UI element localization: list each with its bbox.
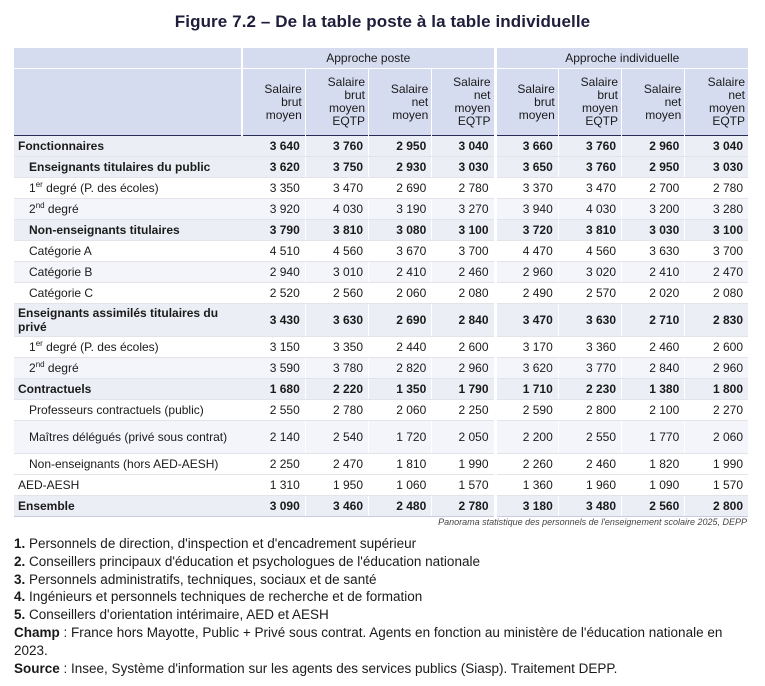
value-cell: 2 700	[622, 178, 685, 199]
value-cell: 2 780	[432, 496, 495, 517]
value-cell: 2 540	[305, 421, 368, 454]
value-cell: 3 030	[622, 220, 685, 241]
value-cell: 1 380	[622, 379, 685, 400]
column-header-line: EQTP	[457, 114, 491, 128]
table-row	[14, 454, 748, 475]
value-cell: 2 940	[242, 262, 305, 283]
value-cell: 2 220	[305, 379, 368, 400]
table-row	[14, 337, 748, 358]
value-cell: 2 780	[685, 178, 748, 199]
value-cell: 2 960	[685, 358, 748, 379]
value-cell: 2 950	[369, 136, 432, 157]
table-row	[14, 358, 748, 379]
footnote-number: 2.	[14, 553, 26, 569]
value-cell: 2 550	[558, 421, 621, 454]
ordinal-superscript: er	[35, 180, 43, 189]
column-header-line: net	[411, 94, 429, 109]
value-cell: 3 190	[369, 199, 432, 220]
value-cell: 1 770	[622, 421, 685, 454]
value-cell: 2 560	[305, 283, 368, 304]
value-cell: 3 470	[495, 304, 558, 337]
value-cell: 4 030	[305, 199, 368, 220]
value-cell: 1 360	[495, 475, 558, 496]
footnote: 3. Personnels administratifs, techniques, sociaux et de santé	[14, 571, 377, 587]
column-header-line: moyen	[708, 101, 746, 115]
value-cell: 2 930	[369, 157, 432, 178]
value-cell: 3 030	[432, 157, 495, 178]
value-cell: 2 100	[622, 400, 685, 421]
table-row	[14, 178, 748, 199]
column-header-line: moyen	[265, 107, 302, 122]
value-cell: 3 100	[432, 220, 495, 241]
column-header-line: Salaire	[580, 75, 618, 89]
value-cell: 3 720	[495, 220, 558, 241]
subheader-corner	[14, 69, 242, 136]
value-cell: 2 060	[369, 400, 432, 421]
value-cell: 3 270	[432, 199, 495, 220]
table-row	[14, 304, 748, 337]
column-header-2	[305, 69, 368, 136]
value-cell: 2 480	[369, 496, 432, 517]
value-cell: 3 480	[558, 496, 621, 517]
value-cell: 3 170	[495, 337, 558, 358]
value-cell: 3 370	[495, 178, 558, 199]
value-cell: 4 470	[495, 241, 558, 262]
value-cell: 1 990	[685, 454, 748, 475]
footnote: 5. Conseillers d'orientation intérimaire, AED et AESH	[14, 607, 329, 623]
salary-table	[14, 48, 748, 517]
column-header-line: net	[473, 88, 491, 102]
column-header-line: moyen	[454, 101, 491, 115]
footnote-number: 1.	[14, 536, 26, 551]
value-cell: 2 260	[495, 454, 558, 475]
column-header-line: net	[664, 94, 682, 109]
footnote-number: 3.	[14, 571, 26, 587]
value-cell: 1 570	[685, 475, 748, 496]
value-cell: 2 560	[622, 496, 685, 517]
value-cell: 2 460	[622, 337, 685, 358]
value-cell: 2 840	[622, 358, 685, 379]
figure-title: Figure 7.2 – De la table poste à la table individuelle	[174, 12, 591, 31]
value-cell: 2 600	[685, 337, 748, 358]
table-row	[14, 136, 748, 157]
value-cell: 2 250	[432, 400, 495, 421]
value-cell: 1 790	[432, 379, 495, 400]
value-cell: 3 010	[305, 262, 368, 283]
source-line: Panorama statistique des personnels de l'enseignement scolaire 2025, DEPP	[438, 517, 747, 527]
notes-block	[14, 535, 754, 677]
value-cell: 3 650	[495, 157, 558, 178]
column-header-1	[242, 69, 305, 136]
row-label: Non-enseignants (hors AED-AESH)	[14, 454, 242, 475]
column-header-8	[685, 69, 748, 136]
row-label: Non-enseignants titulaires	[14, 220, 242, 241]
value-cell: 2 520	[242, 283, 305, 304]
value-cell: 2 570	[558, 283, 621, 304]
row-label: 2nd degré	[14, 199, 242, 220]
value-cell: 2 590	[495, 400, 558, 421]
column-header-line: moyen	[645, 107, 682, 122]
table-row	[14, 283, 748, 304]
row-label: 1er degré (P. des écoles)	[14, 178, 242, 199]
value-cell: 3 150	[242, 337, 305, 358]
column-header-line: Salaire	[327, 75, 365, 89]
value-cell: 3 630	[622, 241, 685, 262]
table-row	[14, 241, 748, 262]
source-note: Source : Insee, Système d'information sur les agents des services publics (Siasp). Traitement DEPP.	[14, 660, 618, 676]
value-cell: 3 040	[432, 136, 495, 157]
value-cell: 2 490	[495, 283, 558, 304]
group-header-poste: Approche poste	[242, 48, 495, 69]
column-header-line: moyen	[518, 107, 555, 122]
value-cell: 3 810	[558, 220, 621, 241]
row-label: Enseignants assimilés titulaires du privé	[14, 304, 242, 337]
value-cell: 2 960	[622, 136, 685, 157]
column-header-6	[558, 69, 621, 136]
value-cell: 2 460	[432, 262, 495, 283]
value-cell: 3 770	[558, 358, 621, 379]
value-cell: 3 430	[242, 304, 305, 337]
footnote: 2. Conseillers principaux d'éducation et psychologues de l'éducation nationale	[14, 553, 480, 569]
value-cell: 3 020	[558, 262, 621, 283]
value-cell: 1 820	[622, 454, 685, 475]
value-cell: 3 030	[685, 157, 748, 178]
value-cell: 2 060	[685, 421, 748, 454]
row-label: Maîtres délégués (privé sous contrat)	[14, 421, 242, 454]
footnote: 4. Ingénieurs et personnels techniques de recherche et de formation	[14, 589, 423, 605]
row-label: Professeurs contractuels (public)	[14, 400, 242, 421]
value-cell: 4 030	[558, 199, 621, 220]
value-cell: 3 100	[685, 220, 748, 241]
value-cell: 3 350	[305, 337, 368, 358]
column-header-line: moyen	[581, 101, 618, 115]
value-cell: 2 690	[369, 304, 432, 337]
column-header-line: Salaire	[517, 81, 555, 96]
ordinal-superscript: nd	[35, 201, 45, 210]
value-cell: 2 460	[558, 454, 621, 475]
row-label: Fonctionnaires	[14, 136, 242, 157]
value-cell: 2 690	[369, 178, 432, 199]
value-cell: 3 940	[495, 199, 558, 220]
value-cell: 2 230	[558, 379, 621, 400]
value-cell: 2 060	[369, 283, 432, 304]
value-cell: 2 780	[305, 400, 368, 421]
value-cell: 2 780	[432, 178, 495, 199]
source-note-label: Source	[14, 660, 60, 676]
ordinal-superscript: nd	[35, 360, 45, 369]
value-cell: 3 470	[305, 178, 368, 199]
value-cell: 2 050	[432, 421, 495, 454]
value-cell: 3 760	[558, 157, 621, 178]
value-cell: 2 200	[495, 421, 558, 454]
value-cell: 1 800	[685, 379, 748, 400]
value-cell: 2 470	[305, 454, 368, 475]
value-cell: 1 310	[242, 475, 305, 496]
value-cell: 3 080	[369, 220, 432, 241]
column-header-line: net	[728, 88, 746, 102]
value-cell: 2 080	[685, 283, 748, 304]
value-cell: 2 800	[558, 400, 621, 421]
column-header-line: moyen	[392, 107, 429, 122]
value-cell: 3 760	[558, 136, 621, 157]
header-corner	[14, 48, 242, 69]
value-cell: 3 760	[305, 136, 368, 157]
column-header-line: brut	[534, 94, 555, 109]
value-cell: 2 710	[622, 304, 685, 337]
value-cell: 3 790	[242, 220, 305, 241]
table-row	[14, 400, 748, 421]
column-header-line: moyen	[328, 101, 365, 115]
value-cell: 3 640	[242, 136, 305, 157]
column-header-line: brut	[281, 94, 302, 109]
row-label: Contractuels	[14, 379, 242, 400]
value-cell: 3 700	[685, 241, 748, 262]
value-cell: 1 680	[242, 379, 305, 400]
table-row	[14, 421, 748, 454]
value-cell: 2 550	[242, 400, 305, 421]
row-label: 1er degré (P. des écoles)	[14, 337, 242, 358]
column-header-line: Salaire	[390, 81, 429, 96]
table-row	[14, 157, 748, 178]
value-cell: 2 410	[622, 262, 685, 283]
value-cell: 1 960	[558, 475, 621, 496]
value-cell: 2 960	[495, 262, 558, 283]
column-header-line: Salaire	[264, 81, 302, 96]
value-cell: 2 840	[432, 304, 495, 337]
value-cell: 2 440	[369, 337, 432, 358]
value-cell: 2 800	[685, 496, 748, 517]
row-label: AED-AESH	[14, 475, 242, 496]
value-cell: 2 820	[369, 358, 432, 379]
value-cell: 1 720	[369, 421, 432, 454]
column-header-line: Salaire	[643, 81, 682, 96]
value-cell: 3 630	[305, 304, 368, 337]
value-cell: 1 990	[432, 454, 495, 475]
value-cell: 3 750	[305, 157, 368, 178]
row-label: 2nd degré	[14, 358, 242, 379]
column-header-line: brut	[344, 88, 365, 102]
column-header-line: Salaire	[453, 75, 491, 89]
value-cell: 3 180	[495, 496, 558, 517]
table-row	[14, 262, 748, 283]
column-header-line: EQTP	[585, 114, 618, 128]
value-cell: 3 460	[305, 496, 368, 517]
value-cell: 4 560	[305, 241, 368, 262]
value-cell: 3 360	[558, 337, 621, 358]
value-cell: 3 620	[242, 157, 305, 178]
value-cell: 2 080	[432, 283, 495, 304]
value-cell: 1 710	[495, 379, 558, 400]
value-cell: 3 280	[685, 199, 748, 220]
value-cell: 2 250	[242, 454, 305, 475]
table-row	[14, 220, 748, 241]
value-cell: 1 350	[369, 379, 432, 400]
footnote-number: 4.	[14, 589, 26, 605]
value-cell: 3 700	[432, 241, 495, 262]
value-cell: 3 040	[685, 136, 748, 157]
value-cell: 1 570	[432, 475, 495, 496]
footnote-number: 5.	[14, 607, 26, 623]
row-label: Catégorie C	[14, 283, 242, 304]
value-cell: 3 350	[242, 178, 305, 199]
row-label: Enseignants titulaires du public	[14, 157, 242, 178]
footnote: 1. Personnels de direction, d'inspection et d'encadrement supérieur	[14, 536, 417, 551]
value-cell: 3 810	[305, 220, 368, 241]
value-cell: 2 960	[432, 358, 495, 379]
value-cell: 1 810	[369, 454, 432, 475]
value-cell: 3 090	[242, 496, 305, 517]
value-cell: 1 950	[305, 475, 368, 496]
value-cell: 3 590	[242, 358, 305, 379]
value-cell: 1 090	[622, 475, 685, 496]
value-cell: 4 560	[558, 241, 621, 262]
row-label: Catégorie A	[14, 241, 242, 262]
table-row	[14, 199, 748, 220]
column-header-5	[495, 69, 558, 136]
row-label: Catégorie B	[14, 262, 242, 283]
value-cell: 1 060	[369, 475, 432, 496]
column-header-line: EQTP	[712, 114, 746, 128]
ordinal-superscript: er	[35, 339, 43, 348]
column-header-3	[369, 69, 432, 136]
column-header-4	[432, 69, 495, 136]
value-cell: 2 140	[242, 421, 305, 454]
column-header-line: EQTP	[332, 114, 365, 128]
column-header-line: brut	[597, 88, 618, 102]
value-cell: 2 470	[685, 262, 748, 283]
value-cell: 2 950	[622, 157, 685, 178]
value-cell: 2 830	[685, 304, 748, 337]
column-header-line: Salaire	[707, 75, 746, 89]
group-header-individuelle: Approche individuelle	[495, 48, 748, 69]
value-cell: 3 660	[495, 136, 558, 157]
value-cell: 2 020	[622, 283, 685, 304]
value-cell: 3 470	[558, 178, 621, 199]
table-row	[14, 475, 748, 496]
champ-note: Champ : France hors Mayotte, Public + Privé sous contrat. Agents en fonction au ministère de l'éducation nationale en 2023.	[14, 624, 723, 658]
table-row	[14, 379, 748, 400]
value-cell: 3 620	[495, 358, 558, 379]
value-cell: 3 780	[305, 358, 368, 379]
value-cell: 2 600	[432, 337, 495, 358]
value-cell: 4 510	[242, 241, 305, 262]
value-cell: 3 630	[558, 304, 621, 337]
row-label: Ensemble	[14, 496, 242, 517]
table-row	[14, 496, 748, 517]
column-header-7	[622, 69, 685, 136]
champ-note-label: Champ	[14, 624, 60, 640]
value-cell: 2 270	[685, 400, 748, 421]
value-cell: 2 410	[369, 262, 432, 283]
value-cell: 3 920	[242, 199, 305, 220]
value-cell: 3 670	[369, 241, 432, 262]
value-cell: 3 200	[622, 199, 685, 220]
